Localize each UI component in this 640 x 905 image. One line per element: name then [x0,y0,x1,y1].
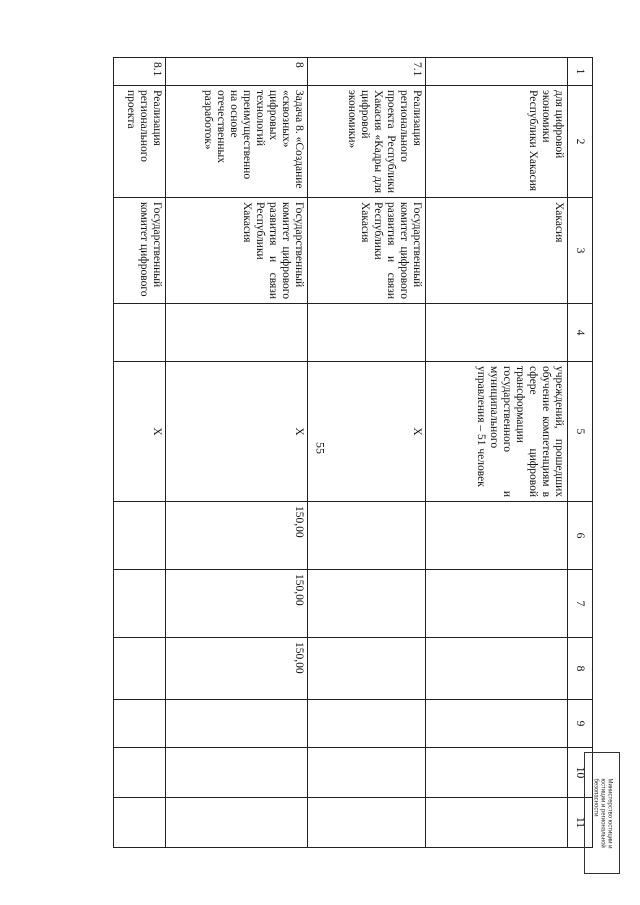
col-header-8: 8 [568,638,593,700]
col-header-11: 11 [568,798,593,848]
cell-executor: Государственный комитет цифрового развития и связи Республики Хакасия [308,198,426,304]
cell-number: 7.1 [308,58,426,86]
cell-col7 [308,570,426,638]
table-row [166,58,308,848]
cell-number: 8 [166,58,308,86]
cell-event: Реализация регионального проекта [114,86,166,198]
cell-col9 [114,700,166,748]
table-row [114,58,166,848]
cell-result: X [166,362,308,502]
cell-col11 [426,798,568,848]
table-row [308,58,426,848]
cell-col7 [426,570,568,638]
header-row [568,58,593,848]
cell-col4 [426,304,568,362]
cell-col4 [114,304,166,362]
cell-event: Реализация регионального проекта Республики Хакасия «Кадры для цифровой экономики» [308,86,426,198]
cell-amount-6: 150,00 [166,502,308,570]
cell-col6 [114,502,166,570]
col-header-3: 3 [568,198,593,304]
cell-number [426,58,568,86]
stamp-line-1: Министерство юстиции и [606,778,613,848]
cell-col9 [166,700,308,748]
col-header-9: 9 [568,700,593,748]
page-number: 55 [313,442,328,454]
cell-col8 [114,638,166,700]
col-header-6: 6 [568,502,593,570]
stamp-line-2: юстиции и региональной [599,778,606,848]
cell-amount-8: 150,00 [166,638,308,700]
registration-stamp [584,752,620,874]
cell-number: 8.1 [114,58,166,86]
cell-executor: Государственный комитет цифрового [114,198,166,304]
cell-col9 [426,700,568,748]
stamp-line-3: безопасности [592,778,599,816]
cell-col9 [308,700,426,748]
cell-event: для цифровой экономики Республики Хакасия [426,86,568,198]
stamp-text [592,778,613,848]
cell-col6 [426,502,568,570]
table-row [426,58,568,848]
cell-col10 [114,748,166,798]
cell-result: учреждений, прошедших обучение компетенциям в сфере цифровой трансформации государственного и муниципального управления – 51 человек [426,362,568,502]
cell-col11 [114,798,166,848]
cell-col4 [308,304,426,362]
cell-executor: Государственный комитет цифрового развития и связи Республики Хакасия [166,198,308,304]
col-header-4: 4 [568,304,593,362]
cell-col10 [166,748,308,798]
cell-col7 [114,570,166,638]
cell-col8 [426,638,568,700]
cell-amount-7: 150,00 [166,570,308,638]
cell-col4 [166,304,308,362]
col-header-1: 1 [568,58,593,86]
cell-col11 [166,798,308,848]
cell-col11 [308,798,426,848]
cell-event: Задача 8. «Создание «сквозных» цифровых технологий преимущественно на основе отечественных разработок» [166,86,308,198]
col-header-7: 7 [568,570,593,638]
cell-col8 [308,638,426,700]
col-header-10: 10 [568,748,593,798]
cell-result: X [114,362,166,502]
cell-executor: Хакасия [426,198,568,304]
cell-result: X [308,362,426,502]
program-table [113,57,593,848]
cell-col10 [308,748,426,798]
table-sheet [107,57,593,847]
cell-col10 [426,748,568,798]
cell-col6 [308,502,426,570]
col-header-2: 2 [568,86,593,198]
col-header-5: 5 [568,362,593,502]
